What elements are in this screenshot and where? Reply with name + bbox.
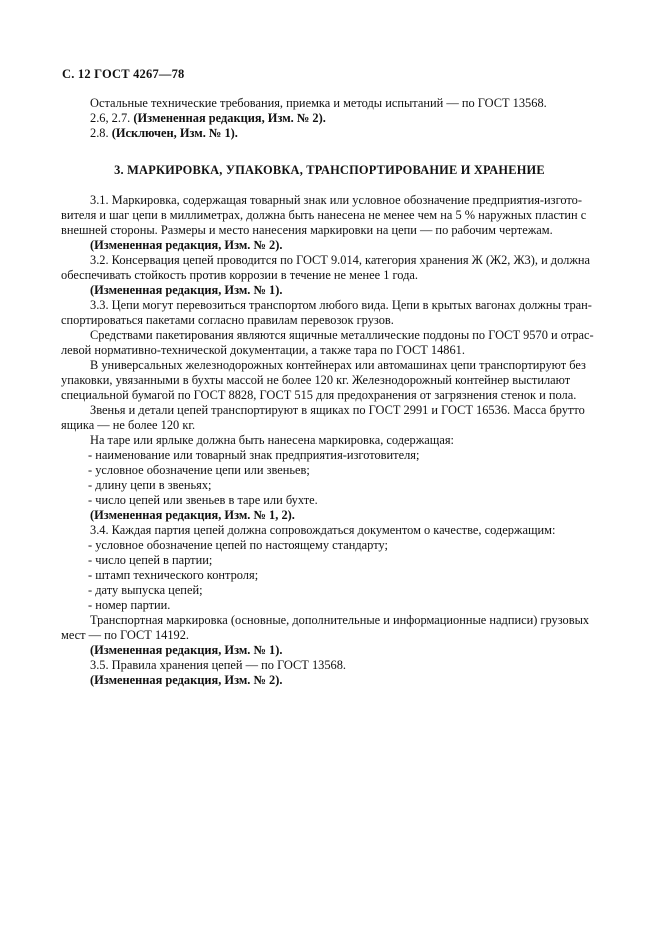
clause-3-3-line: В универсальных железнодорожных контейнерах или автомашинах цепи транспортируют без: [90, 358, 586, 372]
amendment-note: (Измененная редакция, Изм. № 1, 2).: [90, 508, 295, 522]
clause-3-3-line: левой нормативно-технической документации, а также тара по ГОСТ 14861.: [61, 343, 465, 357]
list-item: - число цепей или звеньев в таре или бухте.: [88, 493, 318, 507]
clause-2-6-2-7: [90, 111, 598, 126]
list-item: - число цепей в партии;: [88, 553, 213, 567]
clause-3-3-line: специальной бумагой по ГОСТ 8828, ГОСТ 515 для предохранения от загрязнения стенок и пола.: [61, 388, 577, 402]
clause-3-3-line: Средствами пакетирования являются ящичные металлические поддоны по ГОСТ 9570 и отрас-: [90, 328, 594, 342]
clause-3-4-line: 3.4. Каждая партия цепей должна сопровождаться документом о качестве, содержащим:: [90, 523, 556, 537]
clause-3-4-line: мест — по ГОСТ 14192.: [61, 628, 190, 642]
clause-3-3-line: спортироваться пакетами согласно правилам перевозок грузов.: [61, 313, 394, 327]
list-item: - условное обозначение цепей по настоящему стандарту;: [88, 538, 388, 552]
clause-3-4-line: Транспортная маркировка (основные, дополнительные и информационные надписи) грузовых: [90, 613, 590, 627]
clause-number: 2.8.: [90, 126, 112, 140]
clause-3-3-line: 3.3. Цепи могут перевозиться транспортом любого вида. Цепи в крытых вагонах должны тран-: [90, 298, 592, 312]
list-item: - номер партии.: [88, 598, 171, 612]
clause-3-3-line: Звенья и детали цепей транспортируют в ящиках по ГОСТ 2991 и ГОСТ 16536. Масса брутто: [90, 403, 585, 417]
clause-3-3-line: На таре или ярлыке должна быть нанесена маркировка, содержащая:: [90, 433, 454, 447]
amendment-note: (Измененная редакция, Изм. № 1).: [90, 643, 283, 657]
list-item: - дату выпуска цепей;: [88, 583, 203, 597]
amendment-note: (Исключен, Изм. № 1).: [111, 126, 238, 140]
amendment-note: (Измененная редакция, Изм. № 2).: [90, 238, 283, 252]
clause-3-1-line: вителя и шаг цепи в миллиметрах, должна быть нанесена не менее чем на 5 % наружных пластин с: [61, 208, 587, 222]
amendment-note: (Измененная редакция, Изм. № 2).: [133, 111, 326, 125]
section-title: 3. МАРКИРОВКА, УПАКОВКА, ТРАНСПОРТИРОВАНИЕ И ХРАНЕНИЕ: [114, 163, 545, 177]
clause-3-5-line: 3.5. Правила хранения цепей — по ГОСТ 13568.: [90, 658, 347, 672]
list-item: - условное обозначение цепи или звеньев;: [88, 463, 310, 477]
pre-section-line-1: Остальные технические требования, приемка и методы испытаний — по ГОСТ 13568.: [90, 96, 547, 110]
amendment-note: (Измененная редакция, Изм. № 2).: [90, 673, 283, 687]
clause-3-2-line: обеспечивать стойкость против коррозии в течение не менее 1 года.: [61, 268, 419, 282]
clause-3-2-line: 3.2. Консервация цепей проводится по ГОСТ 9.014, категория хранения Ж (Ж2, Ж3), и должна: [90, 253, 591, 267]
page-header: С. 12 ГОСТ 4267—78: [62, 67, 185, 81]
list-item: - наименование или товарный знак предприятия-изготовителя;: [88, 448, 420, 462]
list-item: - длину цепи в звеньях;: [88, 478, 212, 492]
clause-2-8: [90, 126, 598, 141]
list-item: - штамп технического контроля;: [88, 568, 259, 582]
clause-3-1-line: 3.1. Маркировка, содержащая товарный знак или условное обозначение предприятия-изгото-: [90, 193, 582, 207]
clause-3-3-line: ящика — не более 120 кг.: [61, 418, 196, 432]
document-body: [61, 96, 598, 688]
clause-3-1-line: внешней стороны. Размеры и место нанесения маркировки на цепи — по рабочим чертежам.: [61, 223, 553, 237]
clause-3-3-line: упаковки, увязанными в бухты массой не более 120 кг. Железнодорожный контейнер выстилают: [61, 373, 571, 387]
amendment-note: (Измененная редакция, Изм. № 1).: [90, 283, 283, 297]
clause-number: 2.6, 2.7.: [90, 111, 134, 125]
